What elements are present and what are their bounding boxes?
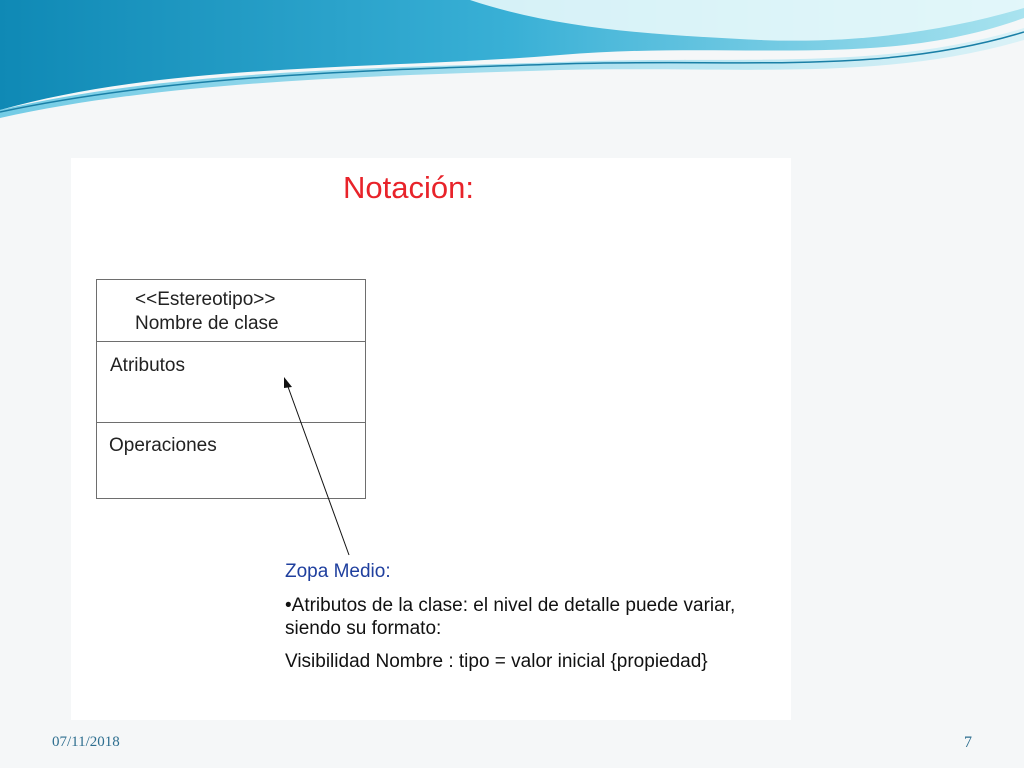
uml-operations-label: Operaciones <box>109 435 217 456</box>
footer-date: 07/11/2018 <box>52 734 120 750</box>
annotation-bullet: •Atributos de la clase: el nivel de detalle puede variar, siendo su formato: <box>285 595 736 639</box>
uml-class-name: Nombre de clase <box>135 313 279 334</box>
uml-class-box <box>96 279 366 499</box>
uml-class-header <box>97 280 365 342</box>
uml-stereotype: <<Estereotipo>> <box>135 289 276 310</box>
uml-operations-section <box>97 423 365 500</box>
uml-attributes-label: Atributos <box>110 355 185 376</box>
uml-attributes-section <box>97 342 365 423</box>
header-wave-decoration <box>0 0 1024 130</box>
annotation-block <box>285 560 785 673</box>
annotation-title: Zopa Medio: <box>285 561 391 582</box>
page-number: 7 <box>964 734 972 751</box>
uml-notation-figure <box>71 158 791 720</box>
annotation-format: Visibilidad Nombre : tipo = valor inicial {propiedad} <box>285 651 708 672</box>
slide-title: Notación: <box>343 170 474 205</box>
